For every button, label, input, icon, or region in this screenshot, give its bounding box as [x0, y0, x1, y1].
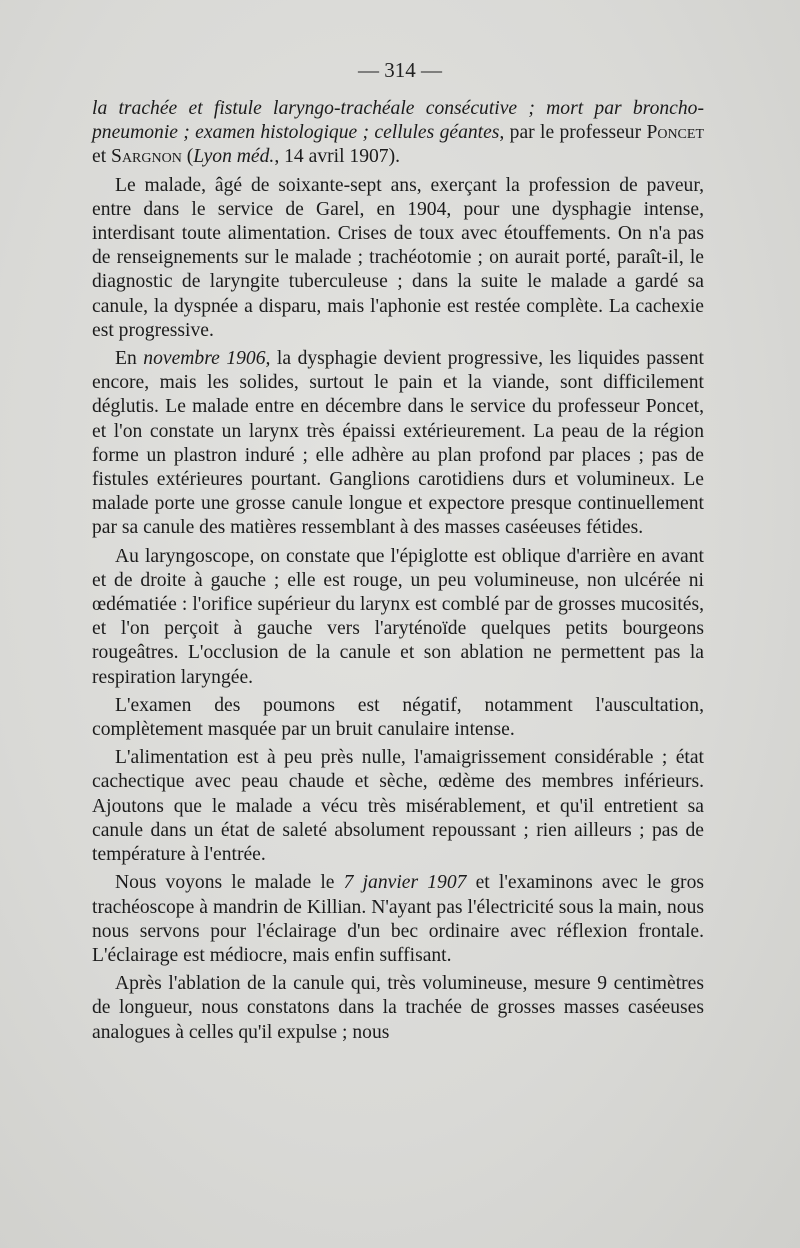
paragraph-7: Après l'ablation de la canule qui, très volumineuse, mesure 9 centimètres de longueur, nous constatons dans la trachée de grosses masses caséeuses analogues à celles qu'il expulse ; nous — [92, 973, 704, 1043]
intro-and: et — [92, 146, 112, 168]
paragraph-6-lead: Nous voyons le malade le — [115, 872, 344, 894]
paragraph-6-text: et l'examinons avec le gros trachéoscope à mandrin de Killian. N'ayant pas l'électricité sous la main, nous nous servons pour l'éclairage d'un bec ordinaire avec réflexion frontale. L'éclairage est médiocre, mais enfin suffisant. — [92, 872, 705, 966]
source-open: ( — [181, 146, 194, 168]
paragraph-4: L'examen des poumons est négatif, notamment l'auscultation, complètement masquée par un bruit canulaire intense. — [92, 694, 704, 741]
source-journal: Lyon méd. — [193, 146, 275, 168]
paragraph-2 — [92, 347, 704, 541]
paragraph-5: L'alimentation est à peu près nulle, l'amaigrissement considérable ; état cachectique avec peau chaude et sèche, œdème des membres inférieurs. Ajoutons que le malade a vécu très misérablement, et qu'il entretient sa canule dans un état de saleté absolument repoussant ; rien ailleurs ; pas de température à l'entrée. — [92, 747, 704, 866]
page-number: — 314 — — [358, 58, 442, 82]
paragraph-6-date: 7 janvier 1907 — [343, 872, 467, 894]
paragraph-2-text: la dysphagie devient progressive, les liquides passent encore, mais les solides, surtout le pain et la viande, sont difficilement déglutis. Le malade entre en décembre dans le service du professeur Poncet, et l'on constate un larynx très épaissi extérieurement. La peau de la région forme un plastron induré ; elle adhère au plan profond par places ; pas de fistules extérieures pourtant. Ganglions carotidiens durs et volumineux. Le malade porte une grosse canule longue et expectore presque continuellement par sa canule des matières ressemblant à des masses caséeuses fétides. — [92, 348, 704, 539]
source-close: , 14 avril 1907). — [274, 146, 401, 168]
paragraph-1: Le malade, âgé de soixante-sept ans, exerçant la profession de paveur, entre dans le service de Garel, en 1904, pour une dysphagie intense, interdisant toute alimentation. Crises de toux avec étouffements. On n'a pas de renseignements sur le malade ; trachéotomie ; on aurait porté, paraît-il, le diagnostic de laryngite tuberculeuse ; dans la suite le malade a gardé sa canule, la dyspnée a disparu, mais l'aphonie est restée complète. La cachexie est progressive. — [92, 174, 704, 341]
author-poncet: Poncet — [646, 122, 704, 144]
author-sargnon: Sargnon — [111, 146, 182, 168]
body-text — [92, 97, 704, 1049]
intro-by: par le professeur — [504, 122, 647, 144]
paragraph-2-lead: En — [115, 348, 144, 370]
paragraph-6 — [92, 871, 704, 968]
paragraph-3: Au laryngoscope, on constate que l'épiglotte est oblique d'arrière en avant et de droite à gauche ; elle est rouge, un peu volumineuse, non ulcérée ni œdématiée : l'orifice supérieur du larynx est comblé par de grosses mucosités, et l'on perçoit à gauche vers l'aryténoïde quelques petits bourgeons rougeâtres. L'occlusion de la canule et son ablation ne permettent pas la respiration laryngée. — [92, 545, 704, 688]
intro-title: la trachée et fistule laryngo-trachéale consécutive ; mort par broncho-pneumonie ; examen histologique ; cellules géantes, — [92, 98, 704, 144]
intro-paragraph — [92, 97, 704, 170]
paragraph-2-date: novembre 1906, — [143, 348, 271, 370]
